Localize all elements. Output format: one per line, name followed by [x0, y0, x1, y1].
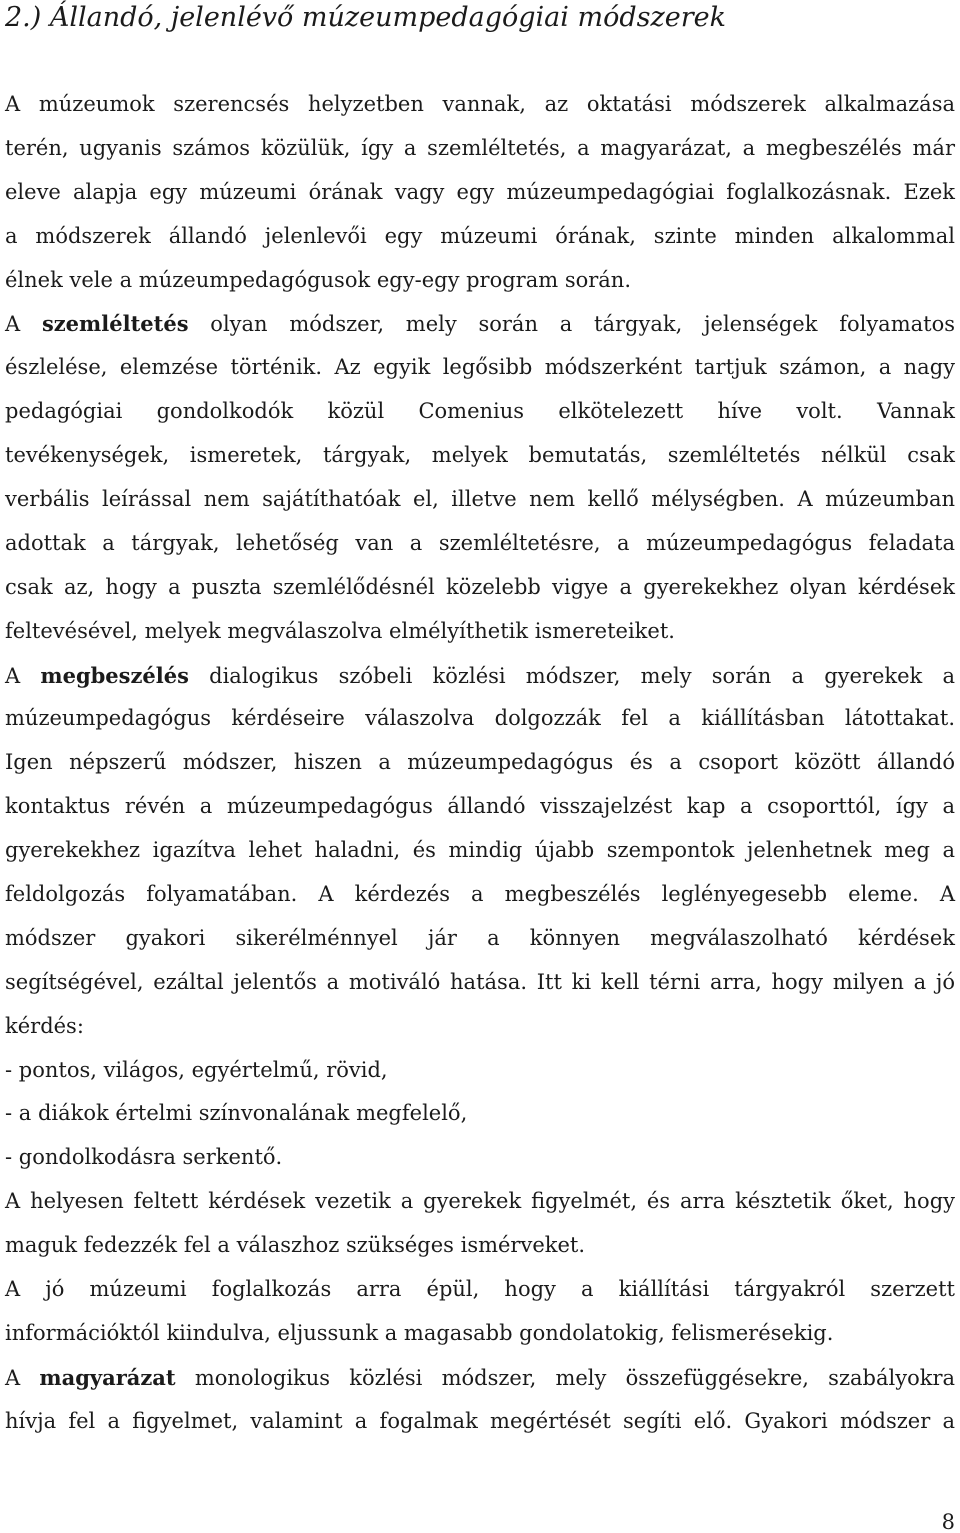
text-line: észlelése, elemzése történik. Az egyik legősibb módszerként tartjuk számon, a nagy: [5, 355, 955, 380]
text-line: gyerekekhez igazítva lehet haladni, és mindig újabb szempontok jelenhetnek meg a: [5, 838, 955, 863]
text-line: maguk fedezzék fel a válaszhoz szükséges ismérveket.: [5, 1233, 586, 1258]
text-line: kontaktus révén a múzeumpedagógus állandó visszajelzést kap a csoporttól, így a: [5, 794, 955, 819]
paragraph-good-lesson: [5, 1268, 955, 1356]
text-line: A helyesen feltett kérdések vezetik a gyerekek figyelmét, és arra késztetik őket, hogy: [5, 1189, 955, 1214]
text-line: terén, ugyanis számos közülük, így a szemléltetés, a magyarázat, a megbeszélés már: [5, 135, 955, 160]
text-segment: olyan módszer, mely során a tárgyak, jelenségek folyamatos: [188, 312, 955, 337]
list-item: - pontos, világos, egyértelmű, rövid,: [5, 1057, 388, 1082]
text-line: [5, 302, 955, 346]
paragraph-magyarazat: [5, 1356, 955, 1444]
paragraph-megbeszeles: [5, 654, 955, 1049]
text-segment: A: [5, 663, 41, 688]
list-item: - a diákok értelmi színvonalának megfelelő,: [5, 1101, 468, 1126]
text-line: pedagógiai gondolkodók közül Comenius elkötelezett híve volt. Vannak: [5, 399, 955, 424]
paragraph-good-questions: [5, 1180, 955, 1268]
text-line: feldolgozás folyamatában. A kérdezés a megbeszélés leglényegesebb eleme. A: [5, 882, 955, 907]
bold-term: megbeszélés: [40, 662, 189, 688]
text-line: [5, 654, 955, 698]
paragraph-szemleltetes: [5, 302, 955, 653]
text-line: A múzeumok szerencsés helyzetben vannak, az oktatási módszerek alkalmazása: [5, 92, 955, 116]
text-line: verbális leírással nem sajátíthatóak el, illetve nem kellő mélységben. A múzeumban: [5, 487, 955, 512]
text-line: hívja fel a figyelmet, valamint a fogalmak megértését segíti elő. Gyakori módszer a: [5, 1408, 955, 1433]
text-line: Igen népszerű módszer, hiszen a múzeumpedagógus és a csoport között állandó: [5, 750, 955, 775]
paragraph-intro: [5, 83, 955, 302]
text-line: élnek vele a múzeumpedagógusok egy-egy program során.: [5, 267, 632, 292]
text-line: feltevésével, melyek megválaszolva elmélyíthetik ismereteiket.: [5, 618, 675, 643]
text-line: kérdés:: [5, 1013, 84, 1038]
question-criteria-list: [5, 1049, 955, 1181]
text-line: eleve alapja egy múzeumi órának vagy egy múzeumpedagógiai foglalkozásnak. Ezek: [5, 179, 955, 204]
text-segment: A: [5, 1365, 40, 1390]
bold-term: szemléltetés: [41, 311, 189, 337]
page-number: 8: [941, 1510, 955, 1533]
text-segment: A: [5, 312, 42, 337]
text-segment: dialogikus szóbeli közlési módszer, mely során a gyerekek a: [188, 663, 955, 688]
document-body: [5, 83, 955, 1444]
text-line: módszer gyakori sikerélménnyel jár a könnyen megválaszolható kérdések: [5, 925, 955, 950]
text-line: segítségével, ezáltal jelentős a motiváló hatása. Itt ki kell térni arra, hogy milyen a jó: [5, 969, 955, 994]
text-segment: monologikus közlési módszer, mely összefüggésekre, szabályokra: [175, 1365, 955, 1390]
text-line: adottak a tárgyak, lehetőség van a szemléltetésre, a múzeumpedagógus feladata: [5, 530, 955, 555]
text-line: tevékenységek, ismeretek, tárgyak, melyek bemutatás, szemléltetés nélkül csak: [5, 443, 955, 468]
text-line: a módszerek állandó jelenlevői egy múzeumi órának, szinte minden alkalommal: [5, 223, 955, 248]
text-line: [5, 1356, 955, 1400]
bold-term: magyarázat: [39, 1364, 176, 1390]
text-line: A jó múzeumi foglalkozás arra épül, hogy a kiállítási tárgyakról szerzett: [5, 1277, 955, 1302]
text-line: csak az, hogy a puszta szemlélődésnél közelebb vigye a gyerekekhez olyan kérdések: [5, 574, 955, 599]
text-line: múzeumpedagógus kérdéseire válaszolva dolgozzák fel a kiállításban látottakat.: [5, 706, 955, 731]
section-heading: 2.) Állandó, jelenlévő múzeumpedagógiai módszerek: [5, 2, 726, 33]
text-line: információktól kiindulva, eljussunk a magasabb gondolatokig, felismerésekig.: [5, 1320, 834, 1345]
list-item: - gondolkodásra serkentő.: [5, 1145, 283, 1170]
